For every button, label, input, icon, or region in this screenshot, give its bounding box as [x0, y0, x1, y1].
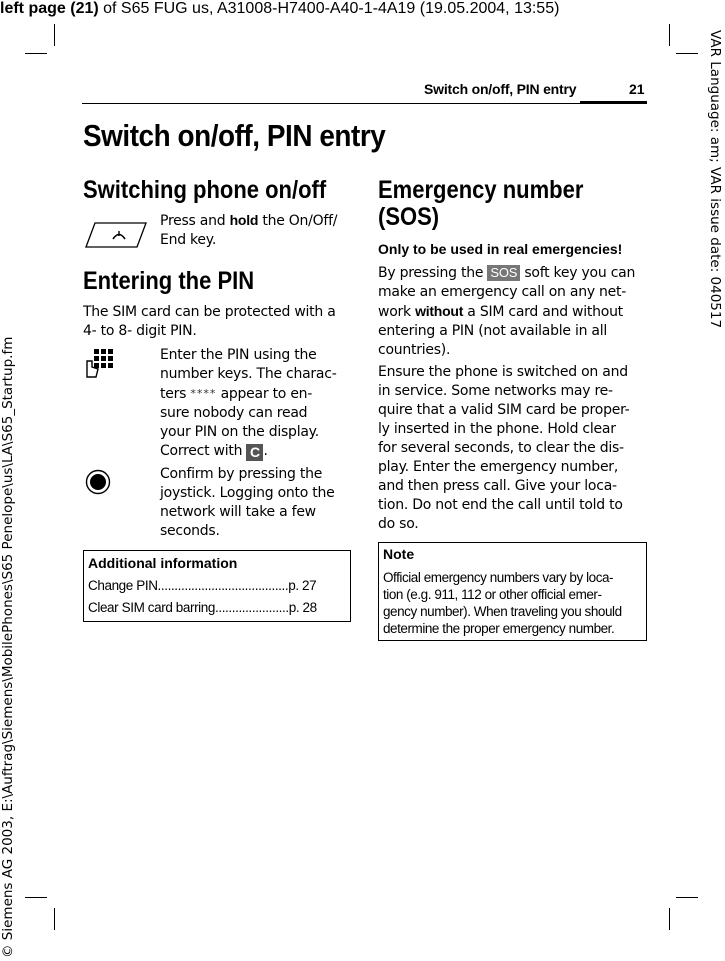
- note-box-body: [383, 569, 622, 637]
- page-number: 21: [629, 81, 645, 97]
- crop-mark: [669, 24, 670, 46]
- section-heading-emergency: [378, 177, 583, 231]
- sos-softkey-icon: SOS: [487, 265, 520, 281]
- file-path: © Siemens AG 2003, E:\Auftrag\Siemens\MobilePhones\S65 Penelope\us\LA\S65_Startup.fm: [0, 336, 16, 958]
- header-rule: [82, 103, 647, 104]
- para-line: ly inserted in the phone. Hold clear: [378, 421, 616, 437]
- page-title: Switch on/off, PIN entry: [83, 118, 386, 153]
- pin-step1-line: Correct with C .: [160, 443, 268, 460]
- pin-step2-text: [160, 465, 335, 541]
- variant-info: VAR Language: am; VAR issue date: 040517: [707, 30, 723, 329]
- text-run: appear to en-: [220, 386, 313, 402]
- additional-info-box: [83, 550, 351, 622]
- pin-step1-line: your PIN on the display.: [160, 424, 319, 440]
- para-line: and then press call. Give your loca-: [378, 478, 617, 494]
- text-run: Press and: [160, 213, 230, 229]
- leader-dots: .......................................: [157, 578, 289, 593]
- para-line: countries).: [378, 342, 451, 358]
- para-line: for several seconds, to clear the dis-: [378, 440, 624, 456]
- pin-step2-line: joystick. Logging onto the: [160, 485, 335, 501]
- page-ref[interactable]: p. 27: [288, 578, 317, 593]
- info-row-label: Change PIN: [88, 578, 158, 593]
- pin-step2-line: Confirm by pressing the: [160, 466, 323, 482]
- pin-step2-line: seconds.: [160, 523, 220, 539]
- text-run: ters: [160, 386, 187, 402]
- text-run: By pressing the: [378, 265, 484, 281]
- para-line: entering a PIN (not available in all: [378, 323, 608, 339]
- keyword-hold: hold: [229, 212, 259, 228]
- note-line: determine the proper emergency number.: [383, 621, 615, 636]
- para-line: do so.: [378, 516, 419, 532]
- para-line: [378, 302, 648, 322]
- running-header: Switch on/off, PIN entry: [424, 81, 577, 97]
- note-line: Official emergency numbers vary by loca-: [383, 570, 614, 585]
- print-info-bold: left page (21): [0, 0, 99, 17]
- pin-step1-line: sure nobody can read: [160, 405, 308, 421]
- keyword-without: without: [415, 303, 464, 319]
- crop-mark: [25, 53, 47, 54]
- info-row-label: Clear SIM card barring: [88, 600, 215, 615]
- text-run: Correct with: [160, 443, 243, 459]
- emergency-warning: Only to be used in real emergencies!: [378, 241, 623, 257]
- heading-line: (SOS): [378, 203, 440, 231]
- text-run: work: [378, 304, 416, 320]
- para-line: tion. Do not end the call until told to: [378, 497, 623, 513]
- joystick-icon: [85, 469, 111, 495]
- info-box-title: Additional information: [88, 555, 238, 571]
- section-heading-switching: Switching phone on/off: [83, 176, 327, 204]
- note-line: tion (e.g. 911, 112 or other official emer-: [383, 587, 602, 602]
- pin-step1-line: [160, 384, 337, 404]
- pin-intro-line: The SIM card can be protected with a: [83, 304, 336, 320]
- para-line: in service. Some networks may re-: [378, 383, 613, 399]
- heading-line: Emergency number: [378, 176, 584, 204]
- pin-step1-line: number keys. The charac-: [160, 366, 337, 382]
- pin-step1-text: [160, 346, 337, 461]
- print-info-rest: of S65 FUG us, A31008-H7400-A40-1-4A19 (19.05.2004, 13:55): [98, 0, 560, 17]
- note-box-title: Note: [383, 546, 415, 562]
- text-run: a SIM card and without: [463, 304, 623, 320]
- crop-mark: [54, 24, 55, 46]
- header-rule-thick: [580, 101, 647, 104]
- pin-step2-line: network will take a few: [160, 504, 316, 520]
- crop-mark: [25, 897, 47, 898]
- note-box: [378, 542, 647, 641]
- switch-step-line: End key.: [160, 232, 217, 248]
- pin-stars: ****: [190, 387, 217, 400]
- section-heading-pin: Entering the PIN: [83, 267, 255, 295]
- note-line: gency number). When traveling you should: [383, 604, 622, 619]
- leader-dots: ......................: [215, 600, 289, 615]
- para-line: play. Enter the emergency number,: [378, 459, 619, 475]
- page-ref[interactable]: p. 28: [288, 600, 317, 615]
- text-run: soft key you can: [524, 265, 636, 281]
- text-run: the On/Off/: [258, 213, 338, 229]
- switch-step-line: [160, 211, 337, 231]
- info-row-clear-sim[interactable]: [88, 600, 317, 615]
- para-line: make an emergency call on any net-: [378, 284, 627, 300]
- crop-mark: [676, 53, 698, 54]
- crop-mark: [54, 908, 55, 930]
- para-line: Ensure the phone is switched on and: [378, 364, 628, 380]
- crop-mark: [676, 897, 698, 898]
- print-info-line: [0, 0, 559, 18]
- para-line: [378, 264, 648, 283]
- crop-mark: [669, 908, 670, 930]
- pin-intro: [83, 303, 336, 341]
- info-row-change-pin[interactable]: [88, 578, 316, 593]
- pin-intro-line: 4- to 8- digit PIN.: [83, 323, 197, 339]
- emergency-paragraph-1: [378, 264, 648, 360]
- switch-step-text: [160, 211, 337, 250]
- emergency-paragraph-2: [378, 363, 648, 534]
- clear-key-icon: C: [246, 444, 263, 461]
- keypad-icon: [84, 347, 116, 381]
- para-line: quire that a valid SIM card be proper-: [378, 402, 630, 418]
- end-key-icon: [83, 218, 149, 250]
- pin-step1-line: Enter the PIN using the: [160, 347, 317, 363]
